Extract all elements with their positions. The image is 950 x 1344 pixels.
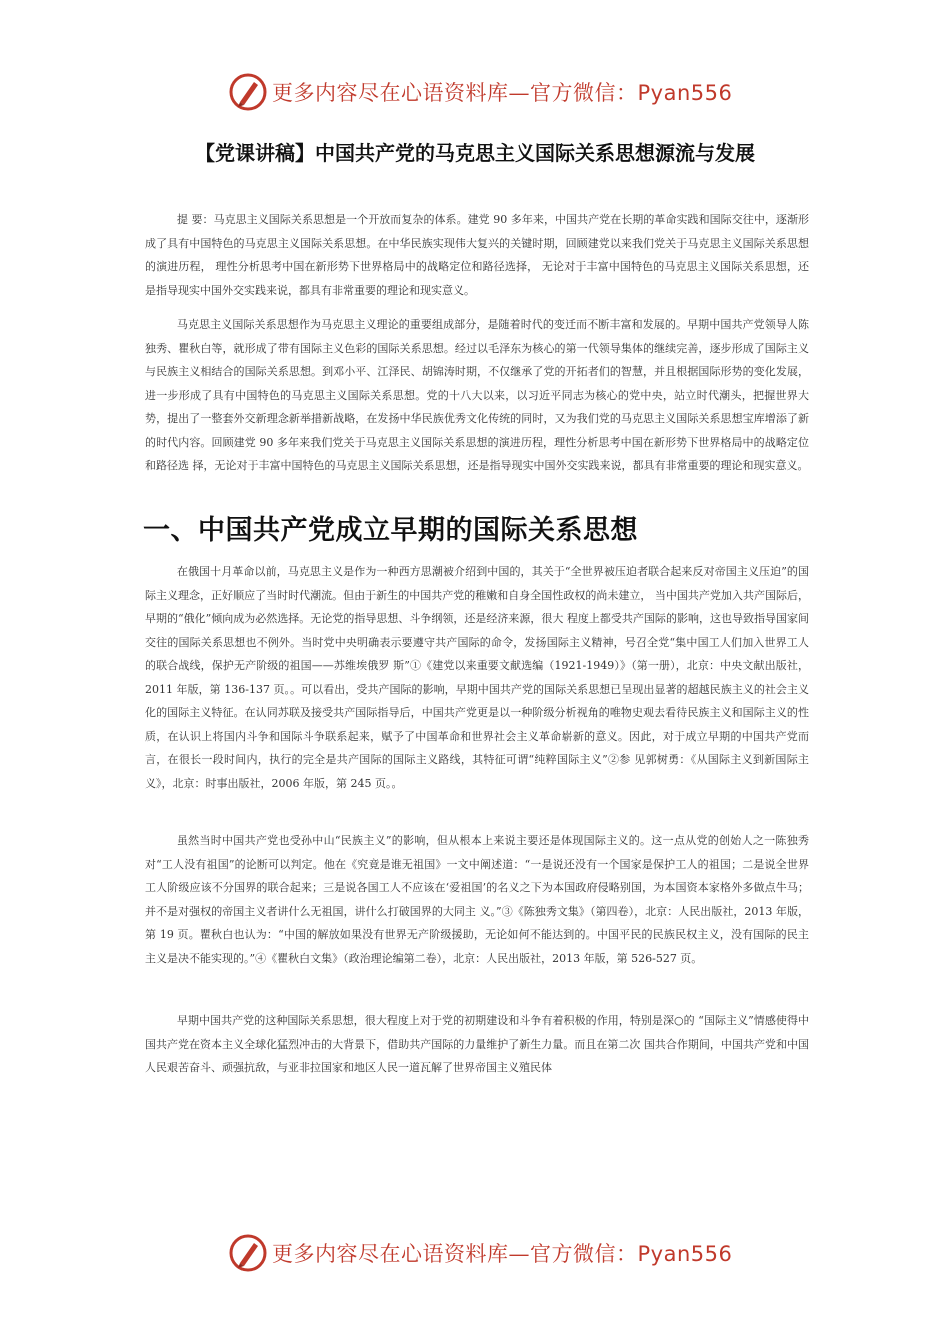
banner-message: 更多内容尽在心语资料库—官方微信： (272, 1242, 638, 1266)
body-paragraph: 在俄国十月革命以前，马克思主义是作为一种西方思潮被介绍到中国的，其关于“全世界被压迫者联合起来反对帝国主义压迫”的国际主义理念，正好顺应了当时时代潮流。但由于新生的中国共产党的稚嫩和自身全国性政权的尚未建立， 当中国共产党加入共产国际后，早期的“俄化”倾向成为必然选择。无论党的指导思想、斗争纲领，还是经济来源，很大 程度上都受共产国际的影响，这也导致指导国家间交往的国际关系思想也不例外。当时党中央明确表示要遵守共产国际的命令，发扬国际主义精神，号召全党“集中国工人们加入世界工人的联合战线，保护无产阶级的祖国——苏维埃俄罗 斯”①《建党以来重要文献选编（1921-1949）》（第一册），北京：中央文献出版社，2011 年版，第 136-137 页。。可以看出，受共产国际的影响，早期中国共产党的国际关系思想已呈现出显著的超越民族主义的社会主义化的国际主义特征。在认同苏联及接受共产国际指导后，中国共产党更是以一种阶级分析视角的唯物史观去看待民族主义和国际主义的性质，在认识上将国内斗争和国际斗争联系起来，赋予了中国革命和世界社会主义革命崭新的意义。因此，对于成立早期的中国共产党而言，在很长一段时间内，执行的完全是共产国际的国际主义路线，其特征可谓“纯粹国际主义”②参 见郭树勇：《从国际主义到新国际主义》，北京：时事出版社，2006 年版，第 245 页。。 (145, 565, 809, 790)
wechat-id: Pyan556 (637, 81, 733, 105)
wechat-id: Pyan556 (637, 1242, 733, 1266)
abstract-paragraph: 提 要：马克思主义国际关系思想是一个开放而复杂的体系。建党 90 多年来，中国共产党在长期的革命实践和国际交往中，逐渐形成了具有中国特色的马克思主义国际关系思想。在中华民族实现伟大复兴的关键时期，回顾建党以来我们党关于马克思主义国际关系思想的演进历程， 理性分析思考中国在新形势下世界格局中的战略定位和路径选择， 无论对于丰富中国特色的马克思主义国际关系思想，还是指导现实中国外交实践来说，都具有非常重要的理论和现实意义。 (145, 213, 809, 297)
intro-paragraph: 马克思主义国际关系思想作为马克思主义理论的重要组成部分，是随着时代的变迁而不断丰富和发展的。早期中国共产党领导人陈独秀、瞿秋白等，就形成了带有国际主义色彩的国际关系思想。经过以毛泽东为核心的第一代领导集体的继续完善，逐步形成了国际主义与民族主义相结合的国际关系思想。到邓小平、江泽民、胡锦涛时期，不仅继承了党的开拓者们的智慧，并且根据国际形势的变化发展，进一步形成了具有中国特色的马克思主义国际关系思想。党的十八大以来，以习近平同志为核心的党中央，站立时代潮头，把握世界大势，提出了一整套外交新理念新举措新战略，在发扬中华民族优秀文化传统的同时，又为我们党的马克思主义国际关系思想宝库增添了新的时代内容。回顾建党 90 多年来我们党关于马克思主义国际关系思想的演进历程，理性分析思考中国在新形势下世界格局中的战略定位和路径选 择，无论对于丰富中国特色的马克思主义国际关系思想，还是指导现实中国外交实践来说，都具有非常重要的理论和现实意义。 (145, 318, 809, 472)
header-banner (228, 70, 748, 114)
body-paragraph: 虽然当时中国共产党也受孙中山“民族主义”的影响，但从根本上来说主要还是体现国际主义的。这一点从党的创始人之一陈独秀对“工人没有祖国”的论断可以判定。他在《究竟是谁无祖国》一文中阐述道：“一是说还没有一个国家是保护工人的祖国；二是说全世界工人阶级应该不分国界的联合起来；三是说各国工人不应该在‘爱祖国’的名义之下为本国政府侵略别国，为本国资本家格外多做点牛马；并不是对强权的帝国主义者讲什么无祖国，讲什么打破国界的大同主 义。”③《陈独秀文集》（第四卷），北京：人民出版社，2013 年版，第 19 页。瞿秋白也认为：“中国的解放如果没有世界无产阶级援助，无论如何不能达到的。中国平民的民族民权主义，没有国际的民主主义是决不能实现的。”④《瞿秋白文集》（政治理论编第二卷），北京：人民出版社，2013 年版，第 526-527 页。 (145, 834, 809, 965)
section-heading: 一、中国共产党成立早期的国际关系思想 (143, 515, 638, 546)
footer-banner (228, 1231, 748, 1275)
pen-logo-icon (228, 1233, 268, 1273)
banner-text (272, 77, 732, 107)
document-title: 【党课讲稿】中国共产党的马克思主义国际关系思想源流与发展 (195, 141, 755, 165)
banner-message: 更多内容尽在心语资料库—官方微信： (272, 81, 638, 105)
body-paragraph: 早期中国共产党的这种国际关系思想，很大程度上对于党的初期建设和斗争有着积极的作用，特别是深○的 “国际主义”情感使得中国共产党在资本主义全球化猛烈冲击的大背景下，借助共产国际的力量维护了新生力量。而且在第二次 国共合作期间，中国共产党和中国人民艰苦奋斗、顽强抗敌，与亚非拉国家和地区人民一道瓦解了世界帝国主义殖民体 (145, 1014, 809, 1074)
banner-text (272, 1238, 732, 1268)
pen-logo-icon (228, 72, 268, 112)
